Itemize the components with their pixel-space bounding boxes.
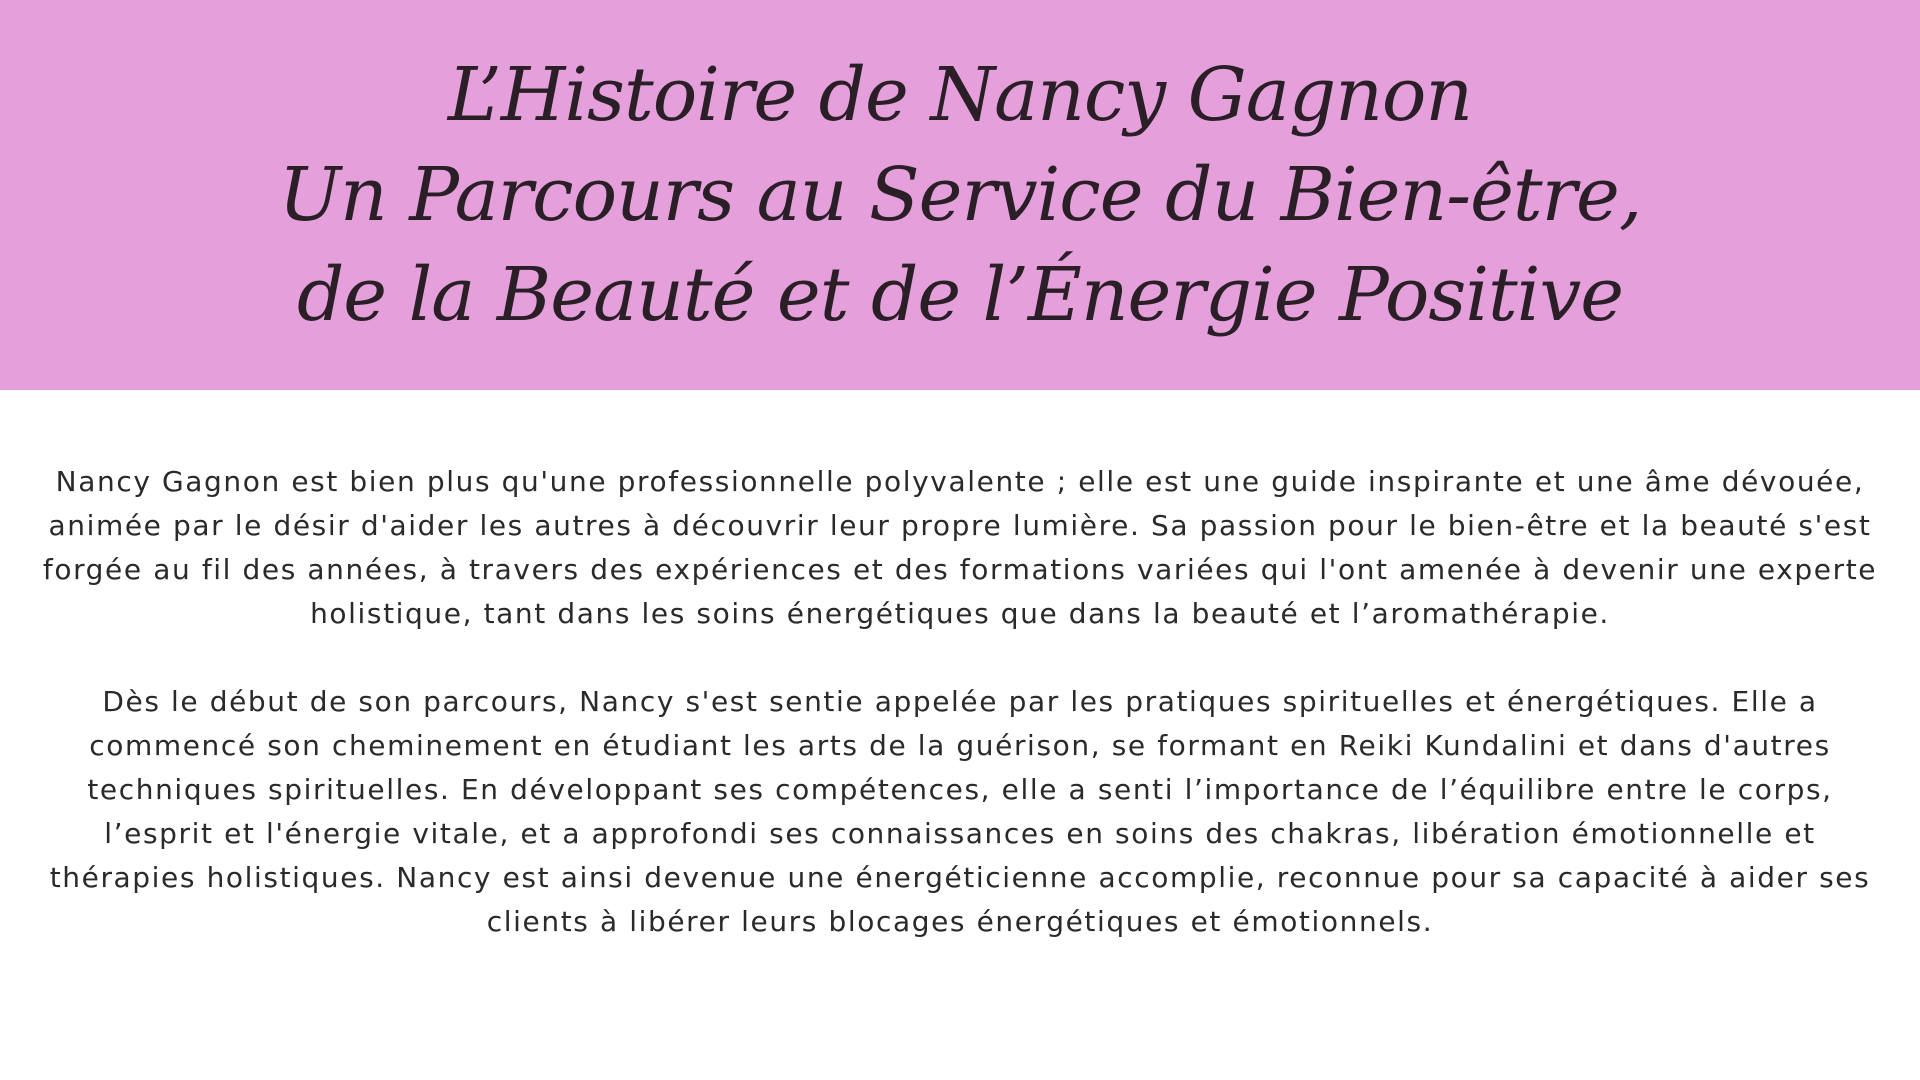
title-line-1: L’Histoire de Nancy Gagnon [447, 52, 1473, 138]
header-band [0, 0, 1920, 390]
title-line-2: Un Parcours au Service du Bien-être, [278, 152, 1642, 238]
body-text [40, 460, 1880, 944]
paragraph-2: Dès le début de son parcours, Nancy s'est sentie appelée par les pratiques spirituelles et énergétiques. Elle a commencé son cheminement en étudiant les arts de la guérison, se formant en Reiki Kundalini et dans d'autres techniques spirituelles. En développant ses compétences, elle a senti l’importance de l’équilibre entre le corps, l’esprit et l'énergie vitale, et a approfondi ses connaissances en soins des chakras, libération émotionnelle et thérapies holistiques. Nancy est ainsi devenue une énergéticienne accomplie, reconnue pour sa capacité à aider ses clients à libérer leurs blocages énergétiques et émotionnels. [49, 685, 1871, 938]
paragraph-1: Nancy Gagnon est bien plus qu'une professionnelle polyvalente ; elle est une guide inspirante et une âme dévouée, animée par le désir d'aider les autres à découvrir leur propre lumière. Sa passion pour le bien-être et la beauté s'est forgée au fil des années, à travers des expériences et des formations variées qui l'ont amenée à devenir une experte holistique, tant dans les soins énergétiques que dans la beauté et l’aromathérapie. [42, 465, 1878, 630]
title-line-3: de la Beauté et de l’Énergie Positive [296, 252, 1624, 338]
